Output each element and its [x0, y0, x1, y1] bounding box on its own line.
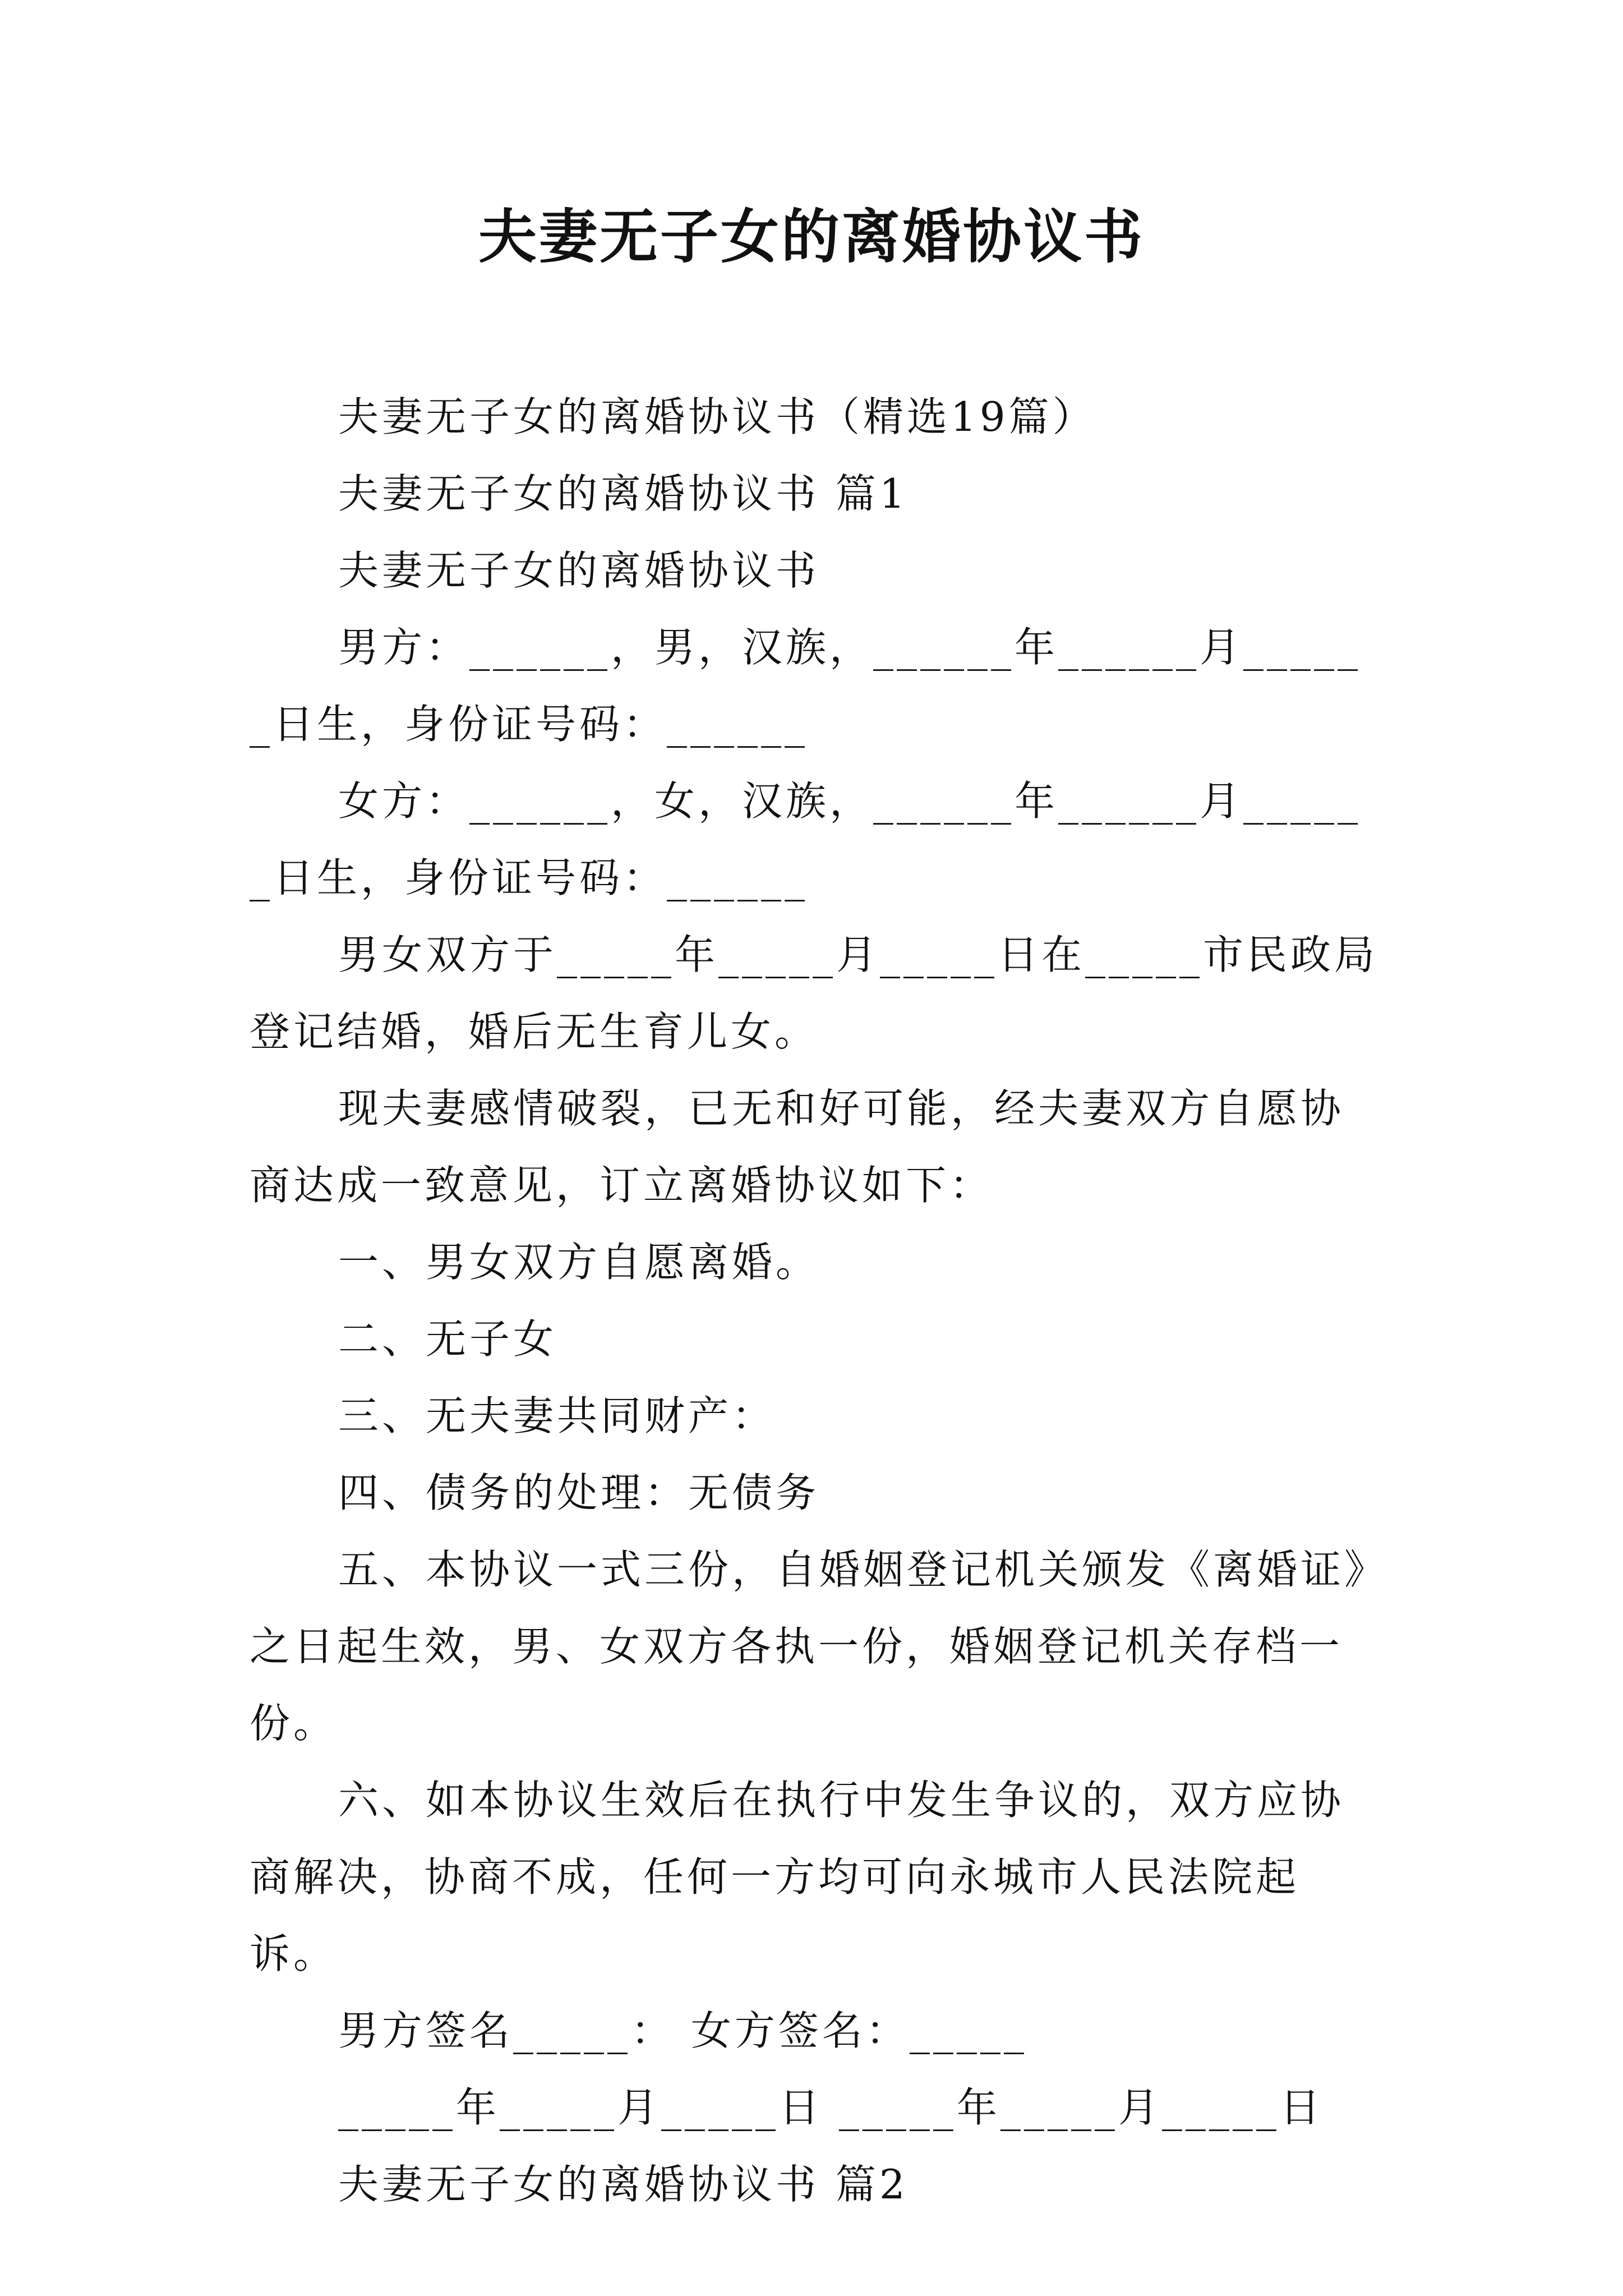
document-body: [250, 379, 1382, 2223]
clause-5: 五、本协议一式三份，自婚姻登记机关颁发《离婚证》之日起生效，男、女双方各执一份，婚姻登记机关存档一份。: [250, 1546, 1368, 1747]
clause-6: 六、如本协议生效后在执行中发生争议的，双方应协商解决，协商不成，任何一方均可向永城市人民法院起诉。: [250, 1777, 1345, 1977]
date-line: _____年_____月_____日 _____年_____月_____日: [338, 2084, 1324, 2131]
section-heading-1: 夫妻无子女的离婚协议书 篇1: [338, 470, 909, 517]
marriage-registration-info: 男女双方于_____年_____月_____日在_____市民政局登记结婚，婚后无生育儿女。: [250, 931, 1378, 1055]
agreement-heading: 夫妻无子女的离婚协议书: [338, 547, 820, 594]
clause-2: 二、无子女: [338, 1315, 557, 1363]
agreement-preamble: 现夫妻感情破裂，已无和好可能，经夫妻双方自愿协商达成一致意见，订立离婚协议如下：: [250, 1085, 1345, 1209]
clause-4: 四、债务的处理：无债务: [338, 1469, 820, 1516]
doc-subtitle: 夫妻无子女的离婚协议书（精选19篇）: [338, 393, 1096, 440]
section-heading-2: 夫妻无子女的离婚协议书 篇2: [338, 2161, 909, 2208]
signature-line: 男方签名_____： 女方签名：_____: [338, 2007, 1027, 2054]
clause-1: 一、男女双方自愿离婚。: [338, 1239, 820, 1286]
document-title: 夫妻无子女的离婚协议书: [478, 202, 1145, 271]
male-party-info: 男方：______，男，汉族，______年______月______日生，身份证号码：______: [250, 624, 1362, 748]
clause-3: 三、无夫妻共同财产：: [338, 1392, 776, 1439]
female-party-info: 女方：______，女，汉族，______年______月______日生，身份证号码：______: [250, 777, 1362, 901]
